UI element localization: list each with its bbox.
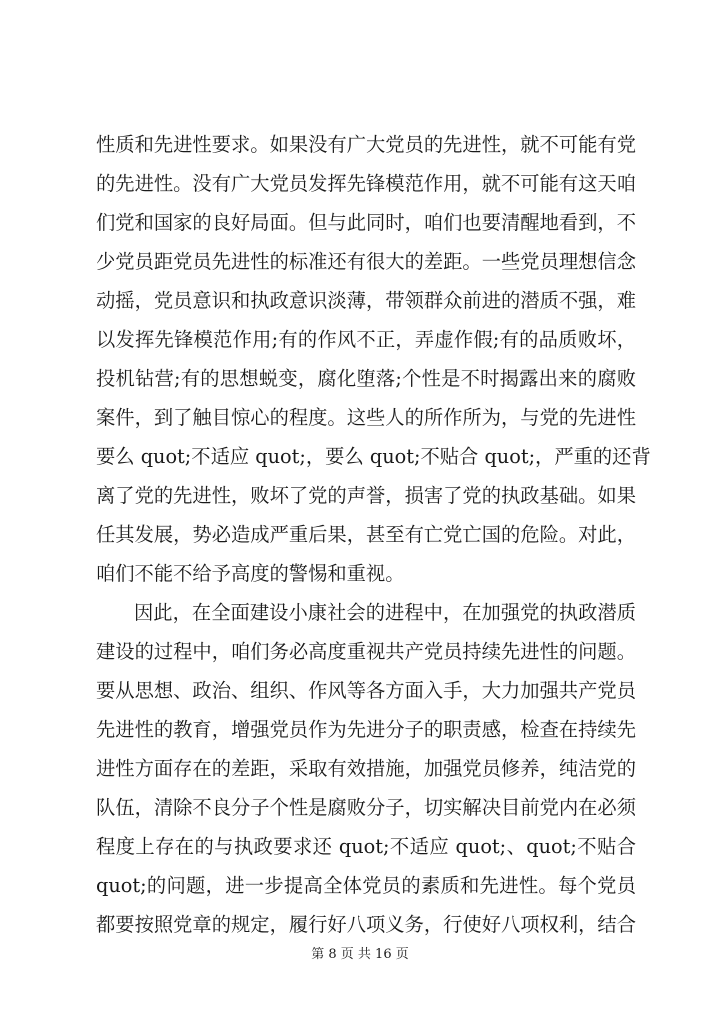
- text-line: 都要按照党章的规定，履行好八项义务，行使好八项权利，结合: [96, 913, 636, 936]
- text-line: 建设的过程中，咱们务必高度重视共产党员持续先进性的问题。: [96, 640, 636, 663]
- text-line: 们党和国家的良好局面。但与此同时，咱们也要清醒地看到，不: [96, 211, 636, 234]
- text-line: 咱们不能不给予高度的警惕和重视。: [96, 562, 405, 585]
- text-line: 任其发展，势必造成严重后果，甚至有亡党亡国的危险。对此，: [96, 523, 636, 546]
- text-line: 案件，到了触目惊心的程度。这些人的所作所为，与党的先进性: [96, 406, 636, 429]
- text-line: 以发挥先锋模范作用;有的作风不正，弄虚作假;有的品质败坏，: [96, 328, 636, 351]
- text-line: 要么 quot;不适应 quot;，要么 quot;不贴合 quot;，严重的还背: [96, 445, 651, 468]
- text-line: 要从思想、政治、组织、作风等各方面入手，大力加强共产党员: [96, 679, 636, 702]
- text-line: quot;的问题，进一步提高全体党员的素质和先进性。每个党员: [96, 874, 636, 897]
- text-line: 进性方面存在的差距，采取有效措施，加强党员修养，纯洁党的: [96, 757, 636, 780]
- text-line: 投机钻营;有的思想蜕变，腐化堕落;个性是不时揭露出来的腐败: [96, 367, 636, 390]
- page-number-footer: 第 8 页 共 16 页: [311, 947, 409, 962]
- text-line: 先进性的教育，增强党员作为先进分子的职责感，检查在持续先: [96, 718, 636, 741]
- text-line: 的先进性。没有广大党员发挥先锋模范作用，就不可能有这天咱: [96, 172, 636, 195]
- text-line: 动摇，党员意识和执政意识淡薄，带领群众前进的潜质不强，难: [96, 289, 636, 312]
- text-line: 性质和先进性要求。如果没有广大党员的先进性，就不可能有党: [96, 133, 636, 156]
- text-line: 队伍，清除不良分子个性是腐败分子，切实解决目前党内在必须: [96, 796, 636, 819]
- paragraph-first-line: 因此，在全面建设小康社会的进程中，在加强党的执政潜质: [134, 601, 636, 624]
- text-line: 少党员距党员先进性的标准还有很大的差距。一些党员理想信念: [96, 250, 636, 273]
- text-line: 程度上存在的与执政要求还 quot;不适应 quot;、quot;不贴合: [96, 835, 636, 858]
- text-line: 离了党的先进性，败坏了党的声誉，损害了党的执政基础。如果: [96, 484, 636, 507]
